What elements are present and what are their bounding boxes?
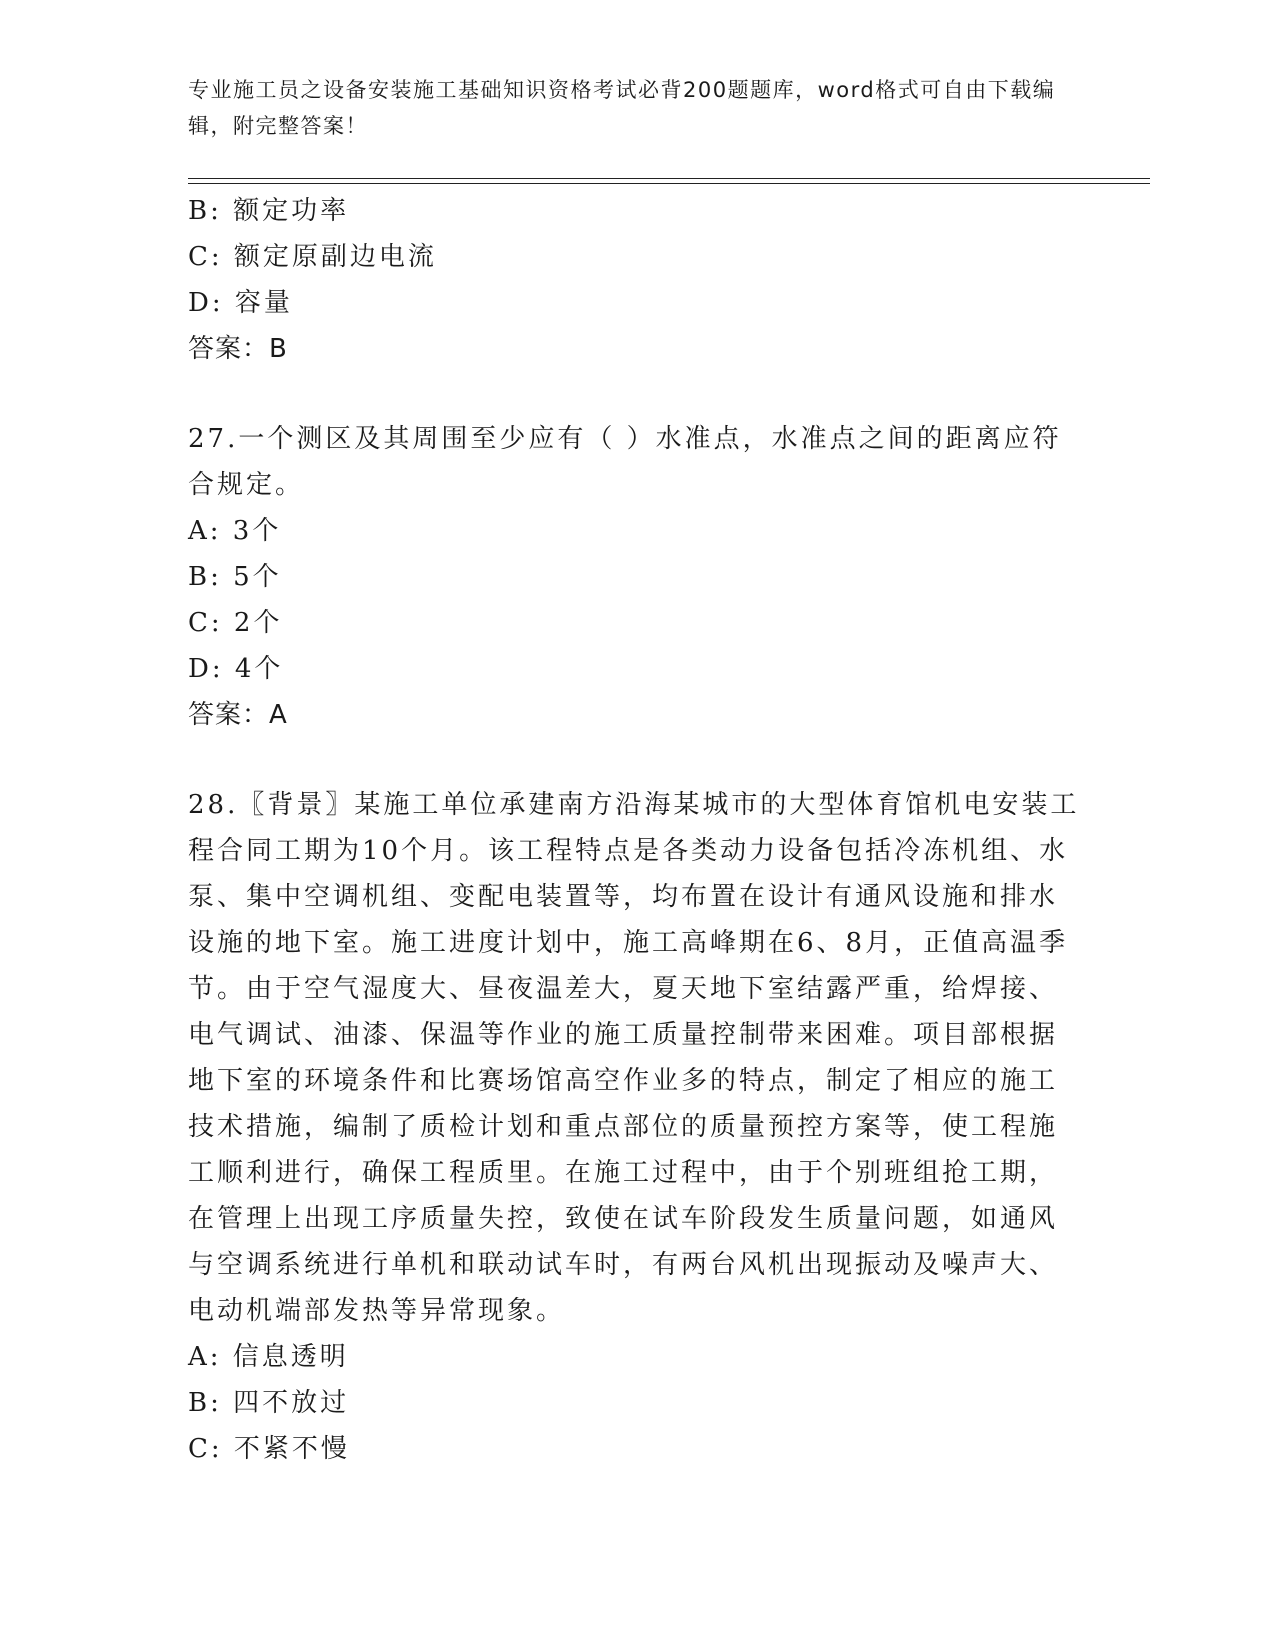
q28-option-c: C: 不紧不慢 bbox=[188, 1434, 350, 1464]
question-26-block bbox=[188, 188, 1068, 372]
q27-stem-line-2: 合规定。 bbox=[188, 470, 305, 500]
q28-stem-line-4: 设施的地下室。施工进度计划中，施工高峰期在6、8月，正值高温季 bbox=[188, 928, 1069, 958]
q28-stem-line-3: 泵、集中空调机组、变配电装置等，均布置在设计有通风设施和排水 bbox=[188, 882, 1059, 912]
q28-stem-line-9: 工顺利进行，确保工程质里。在施工过程中，由于个别班组抢工期， bbox=[188, 1158, 1059, 1188]
q26-option-b: B: 额定功率 bbox=[188, 196, 350, 226]
header-rule-top bbox=[188, 178, 1150, 179]
q26-option-c: C: 额定原副边电流 bbox=[188, 242, 437, 272]
q28-stem-line-12: 电动机端部发热等异常现象。 bbox=[188, 1296, 566, 1326]
q26-answer: 答案：B bbox=[188, 334, 288, 364]
q26-option-d: D: 容量 bbox=[188, 288, 293, 318]
q28-stem-line-6: 电气调试、油漆、保温等作业的施工质量控制带来困难。项目部根据 bbox=[188, 1020, 1059, 1050]
spacer bbox=[188, 372, 1068, 416]
q28-stem-line-10: 在管理上出现工序质量失控，致使在试车阶段发生质量问题，如通风 bbox=[188, 1204, 1059, 1234]
q27-stem-line-1: 27.一个测区及其周围至少应有（ ）水准点，水准点之间的距离应符 bbox=[188, 424, 1062, 454]
q28-stem-line-7: 地下室的环境条件和比赛场馆高空作业多的特点，制定了相应的施工 bbox=[188, 1066, 1059, 1096]
q28-stem-line-8: 技术措施，编制了质检计划和重点部位的质量预控方案等，使工程施 bbox=[188, 1112, 1059, 1142]
spacer bbox=[188, 738, 1068, 782]
q28-stem-line-5: 节。由于空气湿度大、昼夜温差大，夏天地下室结露严重，给焊接、 bbox=[188, 974, 1059, 1004]
document-body bbox=[188, 188, 1080, 1472]
q28-stem-line-2: 程合同工期为10个月。该工程特点是各类动力设备包括冷冻机组、水 bbox=[188, 836, 1069, 866]
q28-option-a: A: 信息透明 bbox=[188, 1342, 349, 1372]
q27-option-a: A: 3个 bbox=[188, 516, 282, 546]
q27-option-b: B: 5个 bbox=[188, 562, 282, 592]
header-rule-bottom bbox=[188, 183, 1150, 184]
question-27-block bbox=[188, 416, 1068, 738]
q28-stem-line-1: 28.〖背景〗某施工单位承建南方沿海某城市的大型体育馆机电安装工 bbox=[188, 790, 1080, 820]
q27-option-c: C: 2个 bbox=[188, 608, 283, 638]
document-header: 专业施工员之设备安装施工基础知识资格考试必背200题题库，word格式可自由下载编辑，附完整答案！ bbox=[188, 78, 1056, 138]
q27-option-d: D: 4个 bbox=[188, 654, 284, 684]
q27-answer: 答案：A bbox=[188, 700, 288, 730]
q28-stem-line-11: 与空调系统进行单机和联动试车时，有两台风机出现振动及噪声大、 bbox=[188, 1250, 1059, 1280]
question-28-block bbox=[188, 782, 1080, 1472]
q28-option-b: B: 四不放过 bbox=[188, 1388, 350, 1418]
